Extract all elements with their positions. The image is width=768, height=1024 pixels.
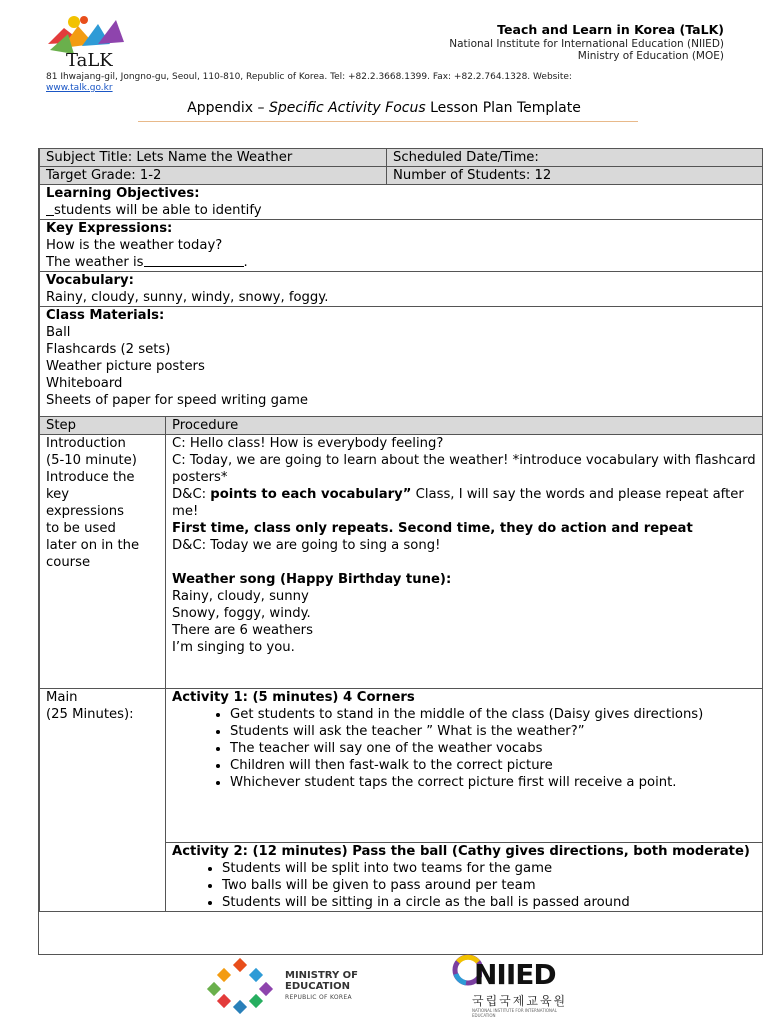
objectives-row [40,185,763,220]
talk-logo-text: TaLK [66,50,113,71]
expressions-cell [40,220,763,272]
title-prefix: Appendix – [187,100,269,116]
target-grade: Target Grade: 1-2 [40,167,387,185]
niied-korean-name: 국립국제교육원 [472,994,568,1008]
website-link[interactable]: www.talk.go.kr [46,83,113,93]
intro-step-line: course [46,555,91,570]
list-item: • Whichever student taps the correct picture first will receive a point. [230,774,756,791]
objectives-text: students will be able to identify [54,203,262,218]
niied-wordmark: NIIED [474,958,556,991]
moe-name [285,970,358,992]
intro-step-line: (5-10 minute) [46,453,137,468]
intro-step-line: key [46,487,70,502]
materials-row [40,307,763,417]
intro-vocab-bold: points to each vocabulary” [210,487,412,502]
info-row-grade [40,167,763,185]
song-line: I’m singing to you. [172,640,295,655]
song-title: Weather song (Happy Birthday tune): [172,572,452,587]
objectives-cell [40,185,763,220]
list-item: • The teacher will say one of the weather vocabs [230,740,756,757]
material-item: Weather picture posters [46,359,205,374]
address-text: 81 Ihwajang-gil, Jongno-gu, Seoul, 110-810, Republic of Korea. Tel: +82.2.3668.1399. Fax: +82.2.764.1328. Website: [46,72,572,82]
blank-underline [144,254,244,267]
activity2-cell [166,843,763,912]
activity2-list [172,860,756,911]
spacer [172,554,756,571]
vocabulary-row [40,272,763,307]
number-of-students: Number of Students: 12 [387,167,763,185]
vocabulary-text: Rainy, cloudy, sunny, windy, snowy, foggy. [46,290,329,305]
blank-mark [46,206,54,216]
main-row [40,689,763,843]
document-title [0,100,768,116]
ministry-of-education-logo [205,958,365,1014]
expression-line-2-suffix: . [243,255,248,270]
title-suffix: Lesson Plan Template [425,100,581,116]
niied-subtitle: NATIONAL INSTITUTE FOR INTERNATIONAL EDUCATION [472,1008,557,1018]
material-item: Sheets of paper for speed writing game [46,393,309,408]
materials-label: Class Materials: [46,308,165,323]
expression-line-2 [46,254,756,271]
intro-step-line: to be used [46,521,116,536]
intro-vocab-instruction [172,486,756,520]
moe-emblem-icon [205,958,277,1014]
main-step-cell [40,689,166,912]
activity2-title: Activity 2: (12 minutes) Pass the ball (Cathy gives directions, both moderate) [172,844,750,859]
material-item: Flashcards (2 sets) [46,342,171,357]
list-item: • Children will then fast-walk to the correct picture [230,757,756,774]
niied-logo [450,950,570,1016]
objectives-text-line [46,202,756,219]
intro-step-line: expressions [46,504,125,519]
lesson-plan-sheet [38,148,763,955]
intro-vocab-prefix: D&C: [172,487,211,502]
song-line: There are 6 weathers [172,623,313,638]
activity1-title: Activity 1: (5 minutes) 4 Corners [172,690,415,705]
procedure-header: Procedure [166,417,763,435]
procedure-header-row [40,417,763,435]
list-item: • Students will ask the teacher ” What is the weather?” [230,723,756,740]
intro-repeat-instruction: First time, class only repeats. Second time, they do action and repeat [172,521,693,536]
intro-step-cell [40,435,166,689]
lesson-plan-table [39,148,763,912]
main-step-line: Main [46,690,78,705]
list-item: • Students will be split into two teams for the game [222,860,756,877]
subject-title: Subject Title: Lets Name the Weather [40,149,387,167]
activity1-cell [166,689,763,843]
info-row-subject [40,149,763,167]
song-line: Rainy, cloudy, sunny [172,589,309,604]
title-rule [138,121,638,122]
intro-greeting: C: Hello class! How is everybody feeling? [172,436,444,451]
intro-step-line: Introduction [46,436,126,451]
material-item: Whiteboard [46,376,123,391]
list-item: • Students will be sitting in a circle as the ball is passed around [222,894,756,911]
org-line-moe: Ministry of Education (MOE) [577,50,724,62]
intro-step-line: later on in the [46,538,140,553]
intro-step-line: Introduce the [46,470,135,485]
moe-line-2: EDUCATION [285,981,350,992]
address-block [46,72,726,94]
moe-subtitle: REPUBLIC OF KOREA [285,994,352,1001]
main-step-line: (25 Minutes): [46,707,134,722]
vocabulary-cell [40,272,763,307]
talk-logo [44,14,140,74]
vocabulary-label: Vocabulary: [46,273,134,288]
intro-row [40,435,763,689]
objectives-label: Learning Objectives: [46,186,200,201]
moe-line-1: MINISTRY OF [285,970,358,981]
expressions-row [40,220,763,272]
scheduled-date: Scheduled Date/Time: [387,149,763,167]
intro-topic: C: Today, we are going to learn about the weather! *introduce vocabulary with flashcard posters* [172,453,756,485]
list-item: • Two balls will be given to pass around per team [222,877,756,894]
materials-cell [40,307,763,417]
song-line: Snowy, foggy, windy. [172,606,311,621]
title-italic: Specific Activity Focus [268,100,426,116]
list-item: • Get students to stand in the middle of the class (Daisy gives directions) [230,706,756,723]
intro-song-cue: D&C: Today we are going to sing a song! [172,538,441,553]
org-title: Teach and Learn in Korea (TaLK) [497,22,724,37]
org-line-niied: National Institute for International Education (NIIED) [449,38,724,50]
material-item: Ball [46,325,71,340]
step-header: Step [40,417,166,435]
expression-line-2-prefix: The weather is [46,255,144,270]
intro-procedure-cell [166,435,763,689]
intro-vocab-suffix: Class, I will say the words and please repeat after me! [172,487,744,519]
activity1-list [172,706,756,791]
org-block [449,22,724,62]
expression-line-1: How is the weather today? [46,238,223,253]
expressions-label: Key Expressions: [46,221,173,236]
